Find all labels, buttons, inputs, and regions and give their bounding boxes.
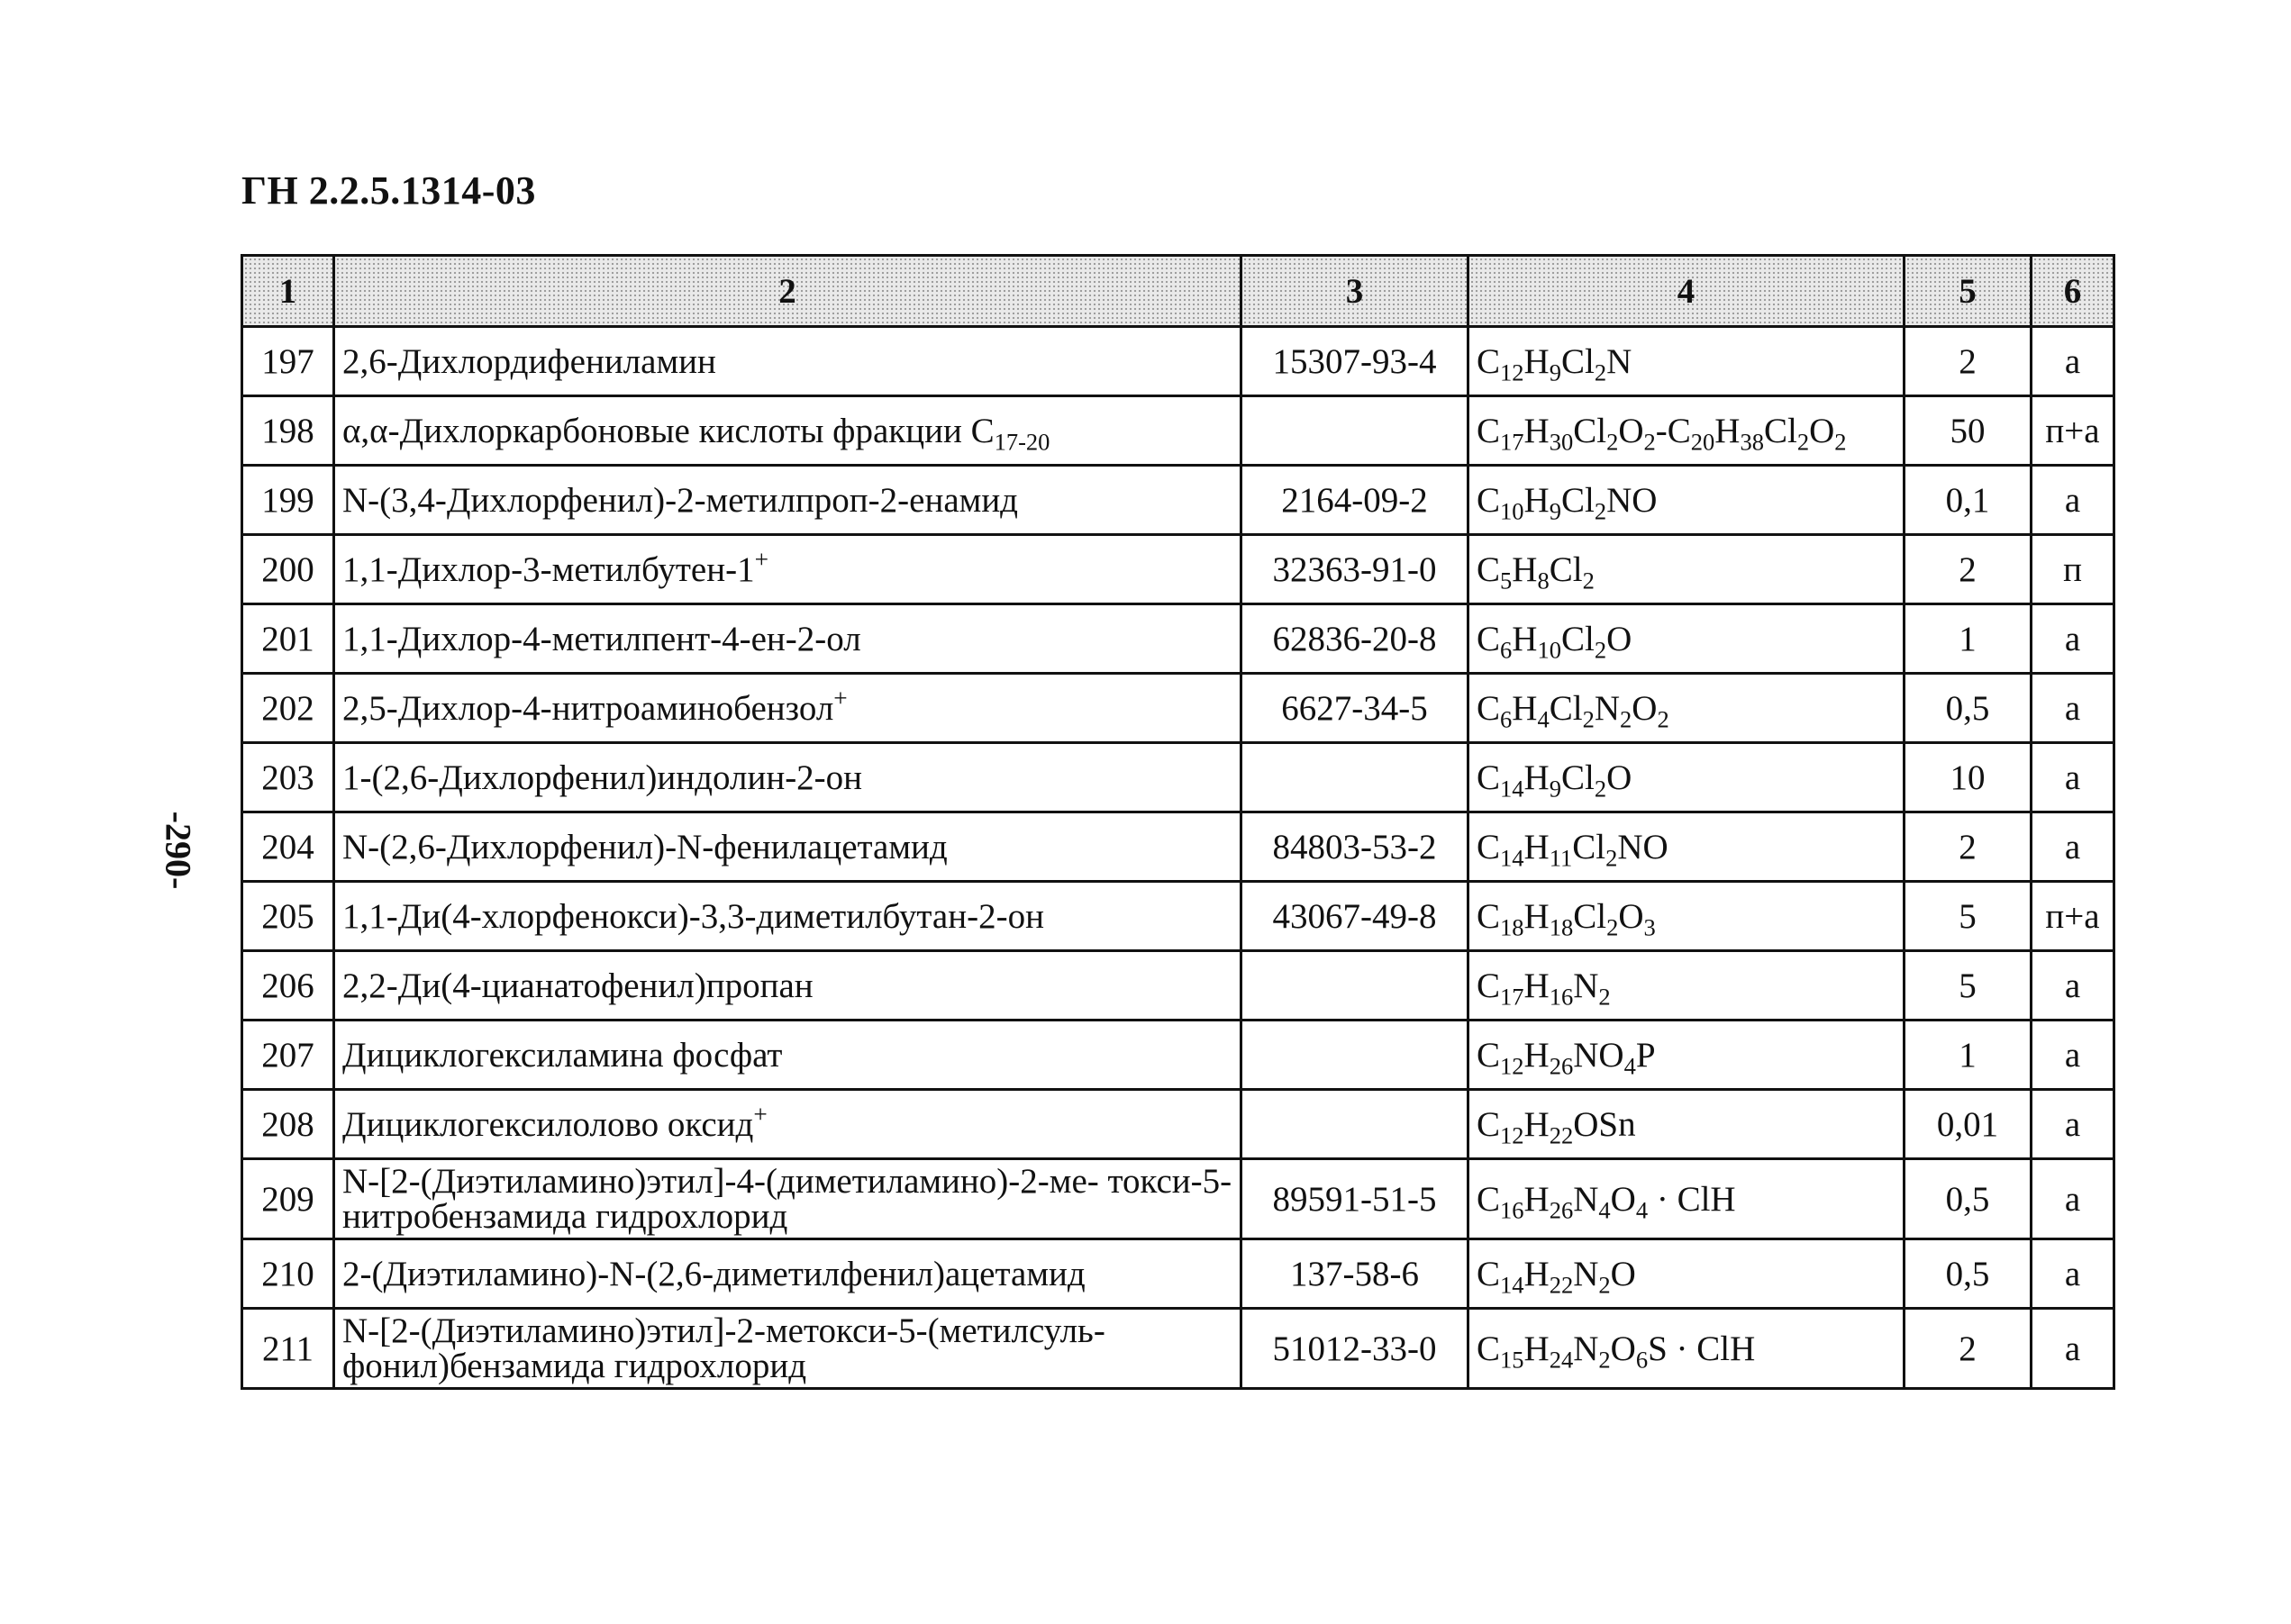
table-row bbox=[242, 1021, 2114, 1090]
formula-cell: $C_{17}H_{16}N_2$ bbox=[1468, 951, 1905, 1021]
formula-cell: $C_{10}H_9Cl_2NO$ bbox=[1468, 466, 1905, 535]
aggregate-state-cell: а bbox=[2032, 327, 2114, 396]
row-number-cell: 211 bbox=[242, 1309, 334, 1389]
formula-cell: $C_{18}H_{18}Cl_2O_3$ bbox=[1468, 882, 1905, 951]
limit-value-cell: 1 bbox=[1905, 1021, 2032, 1090]
formula-cell: $C_{14}H_{11}Cl_2NO$ bbox=[1468, 812, 1905, 882]
cas-number-cell: 137-58-6 bbox=[1241, 1239, 1468, 1309]
limit-value-cell: 10 bbox=[1905, 743, 2032, 812]
table-row bbox=[242, 1090, 2114, 1159]
cas-number-cell bbox=[1241, 396, 1468, 466]
aggregate-state-cell: а bbox=[2032, 1239, 2114, 1309]
cas-number-cell: 2164-09-2 bbox=[1241, 466, 1468, 535]
cas-number-cell bbox=[1241, 951, 1468, 1021]
row-number-cell: 207 bbox=[242, 1021, 334, 1090]
col-header-5: 5 bbox=[1905, 256, 2032, 327]
table-row bbox=[242, 604, 2114, 674]
substance-name-cell: 2-(Диэтиламино)-N-(2,6-диметилфенил)ацетамид bbox=[334, 1239, 1241, 1309]
col-header-1: 1 bbox=[242, 256, 334, 327]
limit-value-cell: 2 bbox=[1905, 535, 2032, 604]
table-row bbox=[242, 674, 2114, 743]
limit-value-cell: 0,01 bbox=[1905, 1090, 2032, 1159]
table-row bbox=[242, 327, 2114, 396]
cas-number-cell: 51012-33-0 bbox=[1241, 1309, 1468, 1389]
formula-cell: $C_{16}H_{26}N_4O_4$ · ClH bbox=[1468, 1159, 1905, 1239]
row-number-cell: 199 bbox=[242, 466, 334, 535]
formula-cell: $C_{14}H_{22}N_2O$ bbox=[1468, 1239, 1905, 1309]
substances-table bbox=[241, 254, 2115, 1390]
row-number-cell: 209 bbox=[242, 1159, 334, 1239]
cas-number-cell bbox=[1241, 743, 1468, 812]
row-number-cell: 210 bbox=[242, 1239, 334, 1309]
row-number-cell: 201 bbox=[242, 604, 334, 674]
page-number: -290- bbox=[158, 811, 199, 890]
substance-name-cell: 2,5-Дихлор-4-нитроаминобензол+ bbox=[334, 674, 1241, 743]
table-row bbox=[242, 812, 2114, 882]
formula-cell: $C_5H_8Cl_2$ bbox=[1468, 535, 1905, 604]
aggregate-state-cell: а bbox=[2032, 812, 2114, 882]
col-header-3: 3 bbox=[1241, 256, 1468, 327]
aggregate-state-cell: а bbox=[2032, 951, 2114, 1021]
aggregate-state-cell: а bbox=[2032, 466, 2114, 535]
table-row bbox=[242, 951, 2114, 1021]
table-row bbox=[242, 882, 2114, 951]
row-number-cell: 203 bbox=[242, 743, 334, 812]
formula-cell: $C_6H_4Cl_2N_2O_2$ bbox=[1468, 674, 1905, 743]
limit-value-cell: 50 bbox=[1905, 396, 2032, 466]
table-header-row bbox=[242, 256, 2114, 327]
limit-value-cell: 1 bbox=[1905, 604, 2032, 674]
row-number-cell: 205 bbox=[242, 882, 334, 951]
limit-value-cell: 5 bbox=[1905, 882, 2032, 951]
row-number-cell: 200 bbox=[242, 535, 334, 604]
aggregate-state-cell: а bbox=[2032, 1090, 2114, 1159]
substance-name-cell: α,α-Дихлоркарбоновые кислоты фракции $C_{17-20}$ bbox=[334, 396, 1241, 466]
substance-name-cell: 2,2-Ди(4-цианатофенил)пропан bbox=[334, 951, 1241, 1021]
cas-number-cell: 89591-51-5 bbox=[1241, 1159, 1468, 1239]
aggregate-state-cell: а bbox=[2032, 1159, 2114, 1239]
substance-name-cell: N-[2-(Диэтиламино)этил]-2-метокси-5-(метилсуль- фонил)бензамида гидрохлорид bbox=[334, 1309, 1241, 1389]
cas-number-cell: 84803-53-2 bbox=[1241, 812, 1468, 882]
formula-cell: $C_{12}H_{22}OSn$ bbox=[1468, 1090, 1905, 1159]
aggregate-state-cell: а bbox=[2032, 743, 2114, 812]
col-header-2: 2 bbox=[334, 256, 1241, 327]
substance-name-cell: Дициклогексиламина фосфат bbox=[334, 1021, 1241, 1090]
substance-name-cell: N-[2-(Диэтиламино)этил]-4-(диметиламино)-2-ме- токси-5-нитробензамида гидрохлорид bbox=[334, 1159, 1241, 1239]
substance-name-cell: 1,1-Ди(4-хлорфенокси)-3,3-диметилбутан-2-он bbox=[334, 882, 1241, 951]
limit-value-cell: 0,1 bbox=[1905, 466, 2032, 535]
table-row bbox=[242, 466, 2114, 535]
row-number-cell: 206 bbox=[242, 951, 334, 1021]
limit-value-cell: 0,5 bbox=[1905, 1159, 2032, 1239]
limit-value-cell: 5 bbox=[1905, 951, 2032, 1021]
cas-number-cell bbox=[1241, 1021, 1468, 1090]
limit-value-cell: 0,5 bbox=[1905, 1239, 2032, 1309]
formula-cell: $C_{12}H_9Cl_2N$ bbox=[1468, 327, 1905, 396]
row-number-cell: 204 bbox=[242, 812, 334, 882]
aggregate-state-cell: п bbox=[2032, 535, 2114, 604]
table-row bbox=[242, 1309, 2114, 1389]
substance-name-cell: 1,1-Дихлор-4-метилпент-4-ен-2-ол bbox=[334, 604, 1241, 674]
table-row bbox=[242, 535, 2114, 604]
limit-value-cell: 2 bbox=[1905, 1309, 2032, 1389]
substance-name-cell: Дициклогексилолово оксид+ bbox=[334, 1090, 1241, 1159]
aggregate-state-cell: а bbox=[2032, 604, 2114, 674]
document-code: ГН 2.2.5.1314-03 bbox=[241, 168, 536, 213]
substance-name-cell: 1,1-Дихлор-3-метилбутен-1+ bbox=[334, 535, 1241, 604]
cas-number-cell: 6627-34-5 bbox=[1241, 674, 1468, 743]
aggregate-state-cell: п+а bbox=[2032, 882, 2114, 951]
row-number-cell: 202 bbox=[242, 674, 334, 743]
cas-number-cell: 32363-91-0 bbox=[1241, 535, 1468, 604]
limit-value-cell: 2 bbox=[1905, 327, 2032, 396]
aggregate-state-cell: а bbox=[2032, 674, 2114, 743]
col-header-6: 6 bbox=[2032, 256, 2114, 327]
table-row bbox=[242, 1239, 2114, 1309]
table-row bbox=[242, 743, 2114, 812]
row-number-cell: 208 bbox=[242, 1090, 334, 1159]
col-header-4: 4 bbox=[1468, 256, 1905, 327]
aggregate-state-cell: а bbox=[2032, 1021, 2114, 1090]
row-number-cell: 198 bbox=[242, 396, 334, 466]
row-number-cell: 197 bbox=[242, 327, 334, 396]
cas-number-cell: 15307-93-4 bbox=[1241, 327, 1468, 396]
substance-name-cell: N-(2,6-Дихлорфенил)-N-фенилацетамид bbox=[334, 812, 1241, 882]
formula-cell: $C_6H_{10}Cl_2O$ bbox=[1468, 604, 1905, 674]
limit-value-cell: 0,5 bbox=[1905, 674, 2032, 743]
substance-name-cell: 1-(2,6-Дихлорфенил)индолин-2-он bbox=[334, 743, 1241, 812]
substance-name-cell: N-(3,4-Дихлорфенил)-2-метилпроп-2-енамид bbox=[334, 466, 1241, 535]
cas-number-cell: 43067-49-8 bbox=[1241, 882, 1468, 951]
substance-name-cell: 2,6-Дихлордифениламин bbox=[334, 327, 1241, 396]
cas-number-cell: 62836-20-8 bbox=[1241, 604, 1468, 674]
limit-value-cell: 2 bbox=[1905, 812, 2032, 882]
formula-cell: $C_{12}H_{26}NO_4P$ bbox=[1468, 1021, 1905, 1090]
formula-cell: $C_{14}H_9Cl_2O$ bbox=[1468, 743, 1905, 812]
table-row bbox=[242, 396, 2114, 466]
formula-cell: $C_{17}H_{30}Cl_2O_2-C_{20}H_{38}Cl_2O_2$ bbox=[1468, 396, 1905, 466]
aggregate-state-cell: а bbox=[2032, 1309, 2114, 1389]
cas-number-cell bbox=[1241, 1090, 1468, 1159]
formula-cell: $C_{15}H_{24}N_2O_6S$ · ClH bbox=[1468, 1309, 1905, 1389]
table-row bbox=[242, 1159, 2114, 1239]
aggregate-state-cell: п+а bbox=[2032, 396, 2114, 466]
